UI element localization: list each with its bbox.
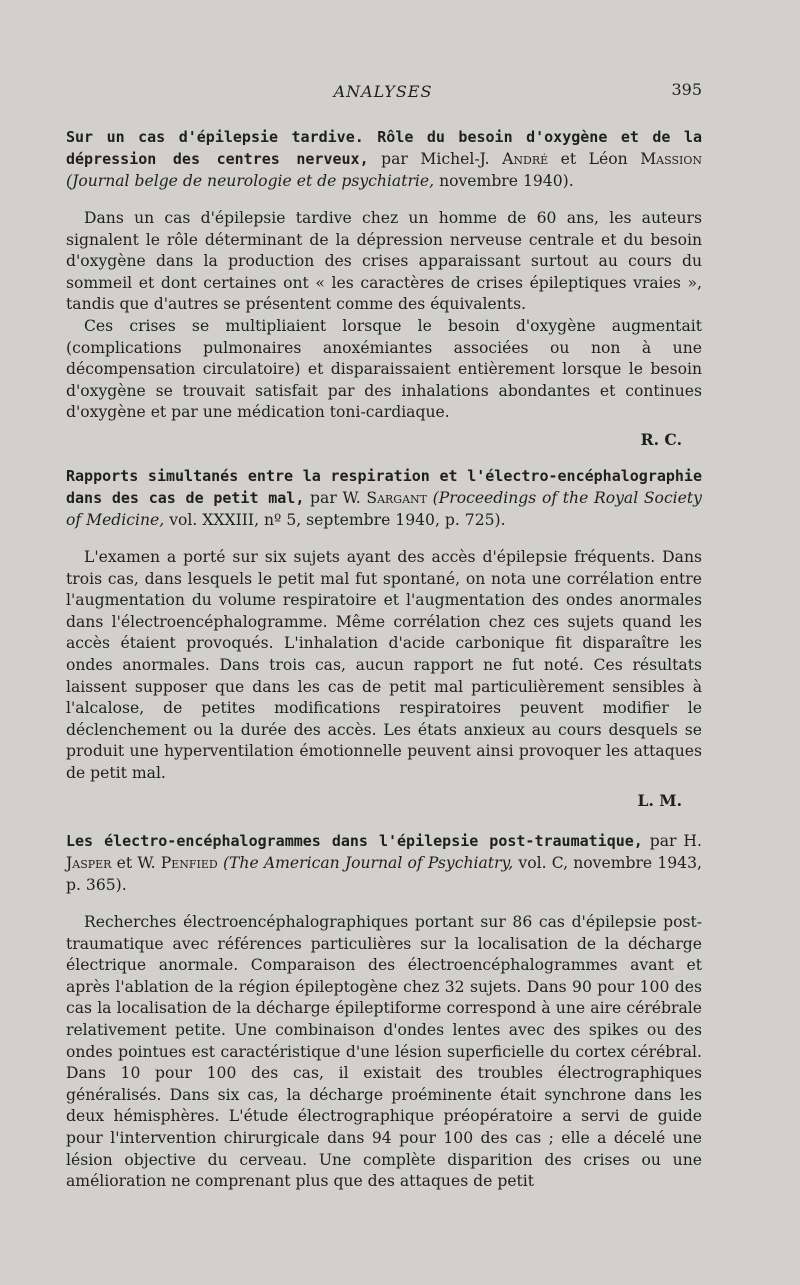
body-paragraph: Ces crises se multipliaient lorsque le besoin d'oxygène augmentait (complications pulmonaires anoxémiantes associées ou non à une décompensation circulatoire) et disparaissaient entièrement lorsque le besoin d'oxygène se trouvait satisfait par des inhalations abondantes et continues d'oxygène et par une médication toni-cardiaque. — [66, 316, 702, 422]
article-3 — [66, 830, 702, 1193]
publication-date: vol. XXXIII, nº 5, septembre 1940, p. 725). — [169, 511, 506, 529]
byline-conjunction: et W. — [116, 854, 156, 872]
author-name: André — [502, 150, 549, 168]
publication-date: vol. C, novembre 1943, p. 365). — [66, 854, 702, 894]
reviewer-signature: L. M. — [637, 790, 682, 810]
body-paragraph: L'examen a porté sur six sujets ayant des accès d'épilepsie fréquents. Dans trois cas, dans lesquels le petit mal fut spontané, on nota une corrélation entre l'augmentation du volume respiratoire et l'augmentation des ondes anormales dans l'électroencéphalogramme. Même corrélation chez ces sujets quand les accès étaient provoqués. L'inhalation d'acide carbonique fit disparaître les ondes anormales. Dans trois cas, aucun rapport ne fut noté. Ces résultats laissent supposer que dans les cas de petit mal particulièrement sensibles à l'alcalose, de petites modifications respiratoires peuvent modifier le déclenchement ou la durée des accès. Les états anxieux au cours desquels se produit une hyperventilation émotionnelle peuvent ainsi provoquer les attaques de petit mal. — [66, 548, 702, 782]
body-paragraph: Recherches électroencéphalographiques portant sur 86 cas d'épilepsie post-traumatique avec références particulières sur la localisation de la décharge électrique anormale. Comparaison des électroencéphalogrammes avant et après l'ablation de la région épileptogène chez 32 sujets. Dans 90 pour 100 des cas la localisation de la décharge épileptiforme correspond à une aire cérébrale relativement petite. Une combinaison d'ondes lentes avec des spikes ou des ondes pointues est caractéristique d'une lésion superficielle du cortex cérébral. Dans 10 pour 100 des cas, il existait des troubles électrographiques généralisés. Dans six cas, la décharge proéminente était synchrone dans les deux hémisphères. L'étude électrographique préopératoire a servi de guide pour l'intervention chirurgicale dans 94 pour 100 des cas ; elle a décelé une lésion objective du cerveau. Une complète disparition des crises ou une amélioration ne comprenant plus que des attaques de petit — [66, 913, 702, 1191]
running-title: ANALYSES — [333, 82, 433, 101]
article-title: Sur un cas d'épilepsie tardive. Rôle du besoin d'oxygène et de la dépression des centres nerveux, — [66, 128, 702, 168]
byline-prefix: par Michel-J. — [381, 150, 490, 168]
article-heading — [66, 830, 702, 896]
article-heading — [66, 465, 702, 531]
body-paragraph: Dans un cas d'épilepsie tardive chez un homme de 60 ans, les auteurs signalent le rôle déterminant de la dépression nerveuse centrale et du besoin d'oxygène dans la production des crises apparaissant surtout au cours du sommeil et dont certaines ont « les caractères de crises épileptiques vraies », tandis que d'autres se présentent comme des équivalents. — [66, 209, 702, 314]
journal-reference: (The American Journal of Psychiatry, — [222, 854, 514, 872]
reviewer-signature: R. C. — [640, 429, 682, 449]
article-title: Les électro-encéphalogrammes dans l'épilepsie post-traumatique, — [66, 832, 643, 850]
byline-prefix: par H. — [649, 832, 702, 850]
page-number: 395 — [671, 80, 702, 99]
page-header — [0, 82, 800, 106]
article-2 — [66, 465, 702, 810]
author-name: Jasper — [66, 854, 112, 872]
article-title: Rapports simultanés entre la respiration et l'électro-encéphalographie dans des cas de petit mal, — [66, 467, 702, 507]
publication-date: novembre 1940). — [439, 172, 574, 190]
author-name: Penfied — [160, 854, 218, 872]
article-1 — [66, 126, 702, 449]
journal-reference: (Proceedings of the Royal Society of Medicine, — [66, 489, 702, 529]
author-name: Massion — [640, 150, 702, 168]
byline-prefix: par W. — [310, 489, 361, 507]
journal-reference: (Journal belge de neurologie et de psychiatrie, — [66, 172, 435, 190]
author-name: Sargant — [366, 489, 427, 507]
article-heading — [66, 126, 702, 192]
byline-conjunction: et Léon — [560, 150, 628, 168]
